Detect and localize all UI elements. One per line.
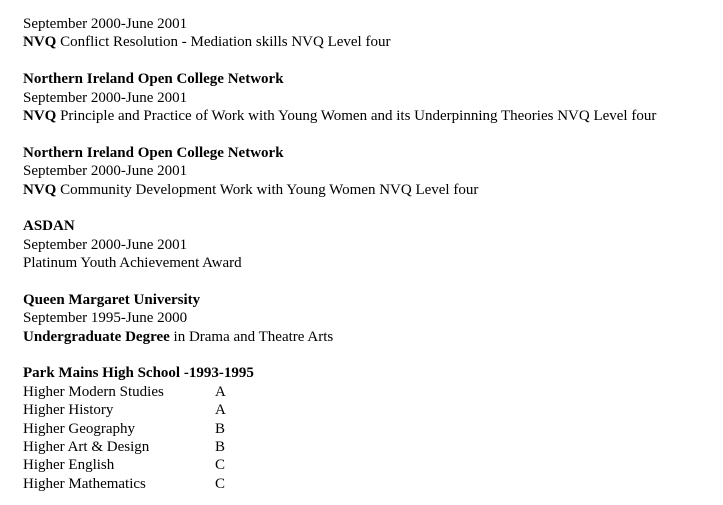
grade-subject: Higher Mathematics (23, 475, 146, 492)
institution-name: Queen Margaret University (23, 291, 201, 308)
entry-qualification: Platinum Youth Achievement Award (23, 255, 242, 272)
qualification-detail: Principle and Practice of Work with Young Women and its Underpinning Theories NVQ Level four (56, 107, 657, 124)
entry-qualification (23, 181, 718, 199)
qualification-type: Undergraduate Degree (23, 328, 170, 345)
entry-institution (23, 291, 718, 309)
entry-date: September 2000-June 2001 (23, 89, 188, 106)
grade-value: C (215, 457, 226, 474)
education-document (23, 15, 718, 493)
entry-institution (23, 217, 718, 235)
grade-value: C (215, 475, 226, 492)
qualification-type: NVQ (23, 181, 57, 198)
institution-name: ASDAN (23, 218, 75, 235)
grade-value: B (215, 420, 226, 437)
qualification-detail: Community Development Work with Young Women NVQ Level four (56, 181, 479, 198)
entry-date: September 2000-June 2001 (23, 236, 188, 253)
entry-qualification (23, 107, 718, 125)
spacer (23, 346, 718, 364)
grade-row (23, 383, 718, 401)
school-heading (23, 364, 718, 382)
spacer (23, 52, 718, 70)
grade-row (23, 475, 718, 493)
qualification-type: NVQ (23, 107, 57, 124)
entry-institution (23, 144, 718, 162)
grade-subject: Higher English (23, 457, 115, 474)
grade-value: A (215, 402, 226, 419)
grade-value: B (215, 438, 226, 455)
grade-value: A (215, 383, 226, 400)
grade-row (23, 401, 718, 419)
grade-row (23, 438, 718, 456)
entry-institution (23, 70, 718, 88)
qualification-detail: in Drama and Theatre Arts (169, 328, 334, 345)
entry-qualification (23, 33, 718, 51)
institution-name: Northern Ireland Open College Network (23, 71, 284, 88)
qualification-detail: Conflict Resolution - Mediation skills NVQ Level four (56, 34, 391, 51)
entry-date: September 1995-June 2000 (23, 310, 188, 327)
grade-subject: Higher Geography (23, 420, 136, 437)
school-name: Park Mains High School -1993-1995 (23, 365, 254, 382)
spacer (23, 125, 718, 143)
grade-subject: Higher Modern Studies (23, 383, 164, 400)
grade-subject: Higher Art & Design (23, 438, 150, 455)
entry-date: September 2000-June 2001 (23, 16, 188, 32)
spacer (23, 199, 718, 217)
qualification-type: NVQ (23, 34, 57, 51)
entry-date: September 2000-June 2001 (23, 163, 188, 180)
grade-row (23, 456, 718, 474)
institution-name: Northern Ireland Open College Network (23, 144, 284, 161)
grade-subject: Higher History (23, 402, 114, 419)
grade-row (23, 420, 718, 438)
spacer (23, 272, 718, 290)
entry-qualification (23, 328, 718, 346)
